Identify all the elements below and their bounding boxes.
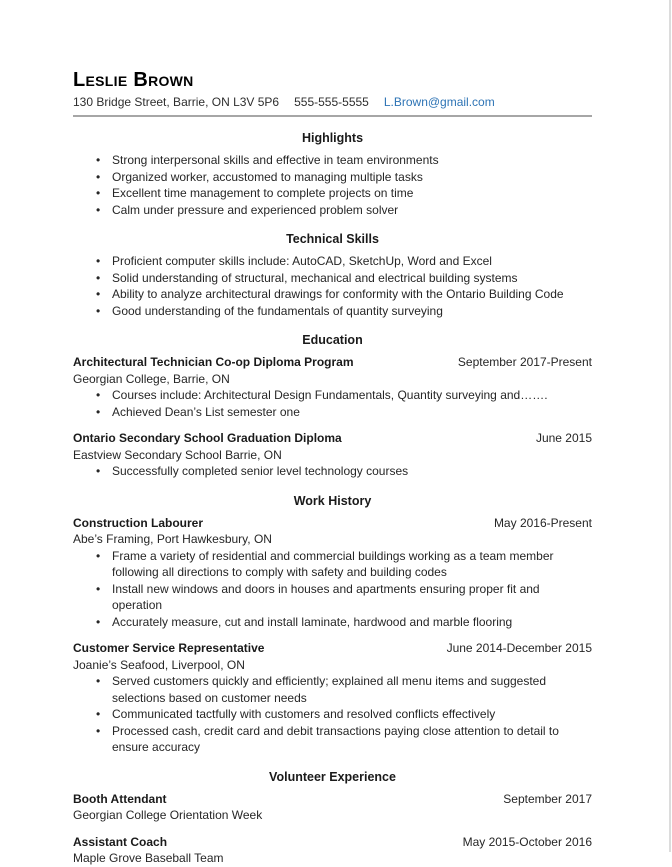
entry-header	[73, 791, 592, 808]
list-item-text: Achieved Dean’s List semester one	[112, 404, 300, 419]
entry-date: September 2017-Present	[457, 355, 592, 369]
bullet-icon	[96, 463, 112, 480]
bullet-icon	[96, 253, 112, 270]
bullet-icon	[96, 169, 112, 186]
email-link[interactable]: L.Brown@gmail.com	[383, 95, 495, 109]
list-item	[96, 548, 592, 581]
section-technical-skills	[73, 231, 592, 319]
list-item-text: Strong interpersonal skills and effective in team environments	[112, 153, 439, 167]
work-entry	[73, 640, 592, 756]
education-entry	[73, 354, 592, 420]
list-item	[96, 303, 592, 320]
bullet-icon	[96, 152, 112, 169]
school-name: Georgian College, Barrie, ON	[73, 371, 230, 386]
list-item	[96, 202, 592, 219]
list-item	[96, 387, 592, 404]
list-item	[96, 723, 592, 756]
entry-date: September 2017	[503, 791, 592, 806]
page-right-edge	[669, 0, 671, 852]
list-item	[96, 581, 592, 614]
address-text: 130 Bridge Street, Barrie, ON L3V 5P6	[73, 95, 280, 109]
list-item	[96, 706, 592, 723]
entry-date: May 2016-Present	[493, 515, 592, 530]
organization-name: Georgian College Orientation Week	[73, 808, 263, 822]
bullet-icon	[96, 548, 112, 581]
list-item	[96, 463, 592, 480]
entry-header	[73, 640, 592, 657]
bullet-icon	[96, 286, 112, 303]
employer-name: Joanie’s Seafood, Liverpool, ON	[73, 657, 245, 672]
list-item	[96, 286, 592, 303]
list-item-text: Successfully completed senior level technology courses	[112, 464, 409, 478]
job-title: Construction Labourer	[73, 515, 204, 530]
bullet-icon	[96, 387, 112, 404]
list-item-text: Organized worker, accustomed to managing multiple tasks	[112, 169, 423, 184]
volunteer-role: Booth Attendant	[73, 791, 167, 806]
list-item	[96, 152, 592, 169]
section-title-education: Education	[302, 333, 363, 347]
volunteer-entry	[73, 834, 592, 867]
list-item-text: Frame a variety of residential and commercial buildings working as a team member following all directions to comply with safety and building codes	[112, 548, 554, 579]
list-item-text: Install new windows and doors in houses and apartments ensuring proper fit and operation	[112, 581, 540, 612]
entry-header	[73, 834, 592, 851]
section-title-work-history: Work History	[293, 493, 372, 508]
list-item	[96, 253, 592, 270]
list-item-text: Served customers quickly and efficiently; explained all menu items and suggested selections based on customer needs	[112, 674, 547, 705]
education-entry	[73, 430, 592, 480]
job-title: Customer Service Representative	[73, 641, 265, 655]
program-title: Architectural Technician Co-op Diploma Program	[73, 355, 354, 369]
person-name: Leslie Brown	[73, 69, 194, 91]
bullet-icon	[96, 581, 112, 614]
list-item	[96, 270, 592, 287]
list-item-text: Calm under pressure and experienced problem solver	[112, 202, 399, 217]
entry-date: May 2015-October 2016	[462, 834, 592, 849]
list-item-text: Solid understanding of structural, mechanical and electrical building systems	[112, 270, 518, 285]
header-divider	[73, 115, 592, 117]
bullet-icon	[96, 185, 112, 202]
program-title: Ontario Secondary School Graduation Diploma	[73, 431, 342, 445]
phone-text: 555-555-5555	[294, 95, 369, 109]
list-item	[96, 614, 592, 631]
school-name: Eastview Secondary School Barrie, ON	[73, 447, 282, 462]
bullet-icon	[96, 303, 112, 320]
bullet-icon	[96, 270, 112, 287]
entry-header	[73, 430, 592, 447]
contact-line	[73, 95, 592, 110]
list-item-text: Good understanding of the fundamentals of quantity surveying	[112, 303, 443, 318]
volunteer-role: Assistant Coach	[73, 834, 168, 849]
section-title-volunteer-experience: Volunteer Experience	[269, 769, 396, 784]
list-item	[96, 673, 592, 706]
list-item-text: Courses include: Architectural Design Fundamentals, Quantity surveying and…….	[112, 388, 548, 402]
section-title-technical-skills: Technical Skills	[286, 232, 379, 246]
list-item-text: Processed cash, credit card and debit transactions paying close attention to detail to ensure accuracy	[112, 723, 559, 754]
list-item	[96, 185, 592, 202]
bullet-icon	[96, 723, 112, 756]
list-item	[96, 404, 592, 421]
section-work-history	[73, 493, 592, 756]
section-education	[73, 332, 592, 480]
entry-header	[73, 354, 592, 371]
section-highlights	[73, 130, 592, 218]
bullet-icon	[96, 202, 112, 219]
entry-date: June 2015	[535, 431, 592, 445]
bullet-icon	[96, 614, 112, 631]
list-item-text: Accurately measure, cut and install laminate, hardwood and marble flooring	[112, 614, 513, 629]
organization-name: Maple Grove Baseball Team	[73, 851, 224, 865]
list-item-text: Proficient computer skills include: AutoCAD, SketchUp, Word and Excel	[112, 254, 492, 268]
entry-header	[73, 515, 592, 532]
employer-name: Abe’s Framing, Port Hawkesbury, ON	[73, 532, 272, 546]
bullet-icon	[96, 706, 112, 723]
list-item-text: Communicated tactfully with customers and resolved conflicts effectively	[112, 707, 496, 721]
work-entry	[73, 515, 592, 631]
volunteer-entry	[73, 791, 592, 824]
entry-date: June 2014-December 2015	[446, 641, 592, 655]
section-title-highlights: Highlights	[301, 131, 364, 145]
bullet-icon	[96, 404, 112, 421]
list-item-text: Ability to analyze architectural drawings for conformity with the Ontario Building Code	[112, 287, 564, 301]
bullet-icon	[96, 673, 112, 706]
list-item	[96, 169, 592, 186]
list-item-text: Excellent time management to complete projects on time	[112, 186, 414, 200]
